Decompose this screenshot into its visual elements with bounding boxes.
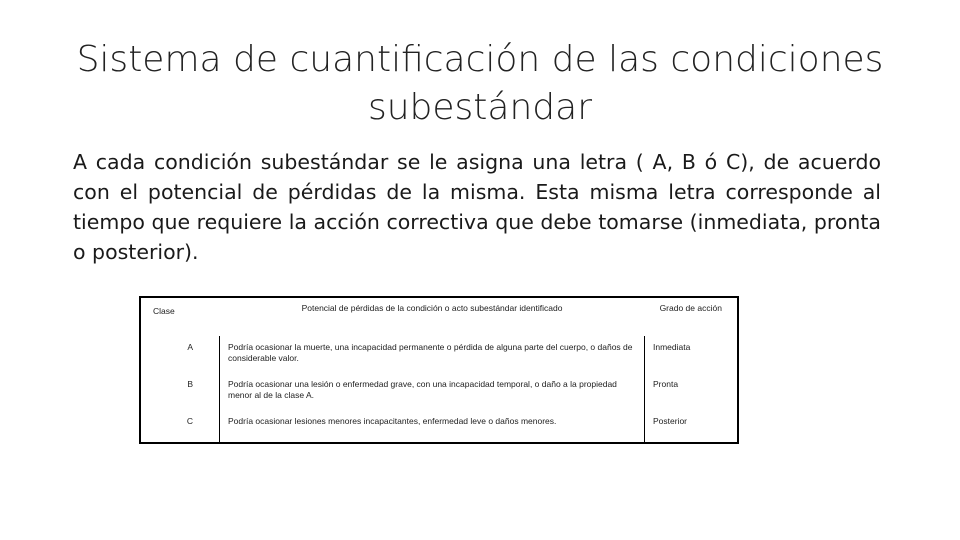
table-row: [140, 410, 738, 443]
table-header-row: [140, 297, 738, 336]
header-potencial: Potencial de pérdidas de la condición o acto subestándar identificado: [301, 303, 563, 313]
table-row: [140, 373, 738, 410]
potential-description-cell: Podría ocasionar lesiones menores incapacitantes, enfermedad leve o daños menores.: [228, 416, 557, 426]
action-grade-cell: Inmediata: [645, 336, 739, 373]
classification-table: [139, 296, 739, 444]
action-grade-cell: Posterior: [645, 410, 739, 443]
class-letter-cell: C: [140, 410, 220, 443]
header-grado-accion: Grado de acción: [659, 303, 722, 313]
potential-description-cell: Podría ocasionar la muerte, una incapacidad permanente o pérdida de alguna parte del cuerpo, o daños de considerable valor.: [228, 342, 633, 363]
intro-paragraph: A cada condición subestándar se le asigna una letra ( A, B ó C), de acuerdo con el potencial de pérdidas de la misma. Esta misma letra corresponde al tiempo que requiere la acción correctiva que debe tomarse (inmediata, pronta o posterior).: [73, 150, 881, 264]
class-letter-cell: A: [140, 336, 220, 373]
class-letter-cell: B: [140, 373, 220, 410]
action-grade-cell: Pronta: [645, 373, 739, 410]
slide-title: Sistema de cuantificación de las condiciones subestándar: [76, 39, 884, 128]
header-clase: Clase: [153, 306, 175, 316]
potential-description-cell: Podría ocasionar una lesión o enfermedad grave, con una incapacidad temporal, o daño a la propiedad menor al de la clase A.: [228, 379, 617, 400]
table-row: [140, 336, 738, 373]
